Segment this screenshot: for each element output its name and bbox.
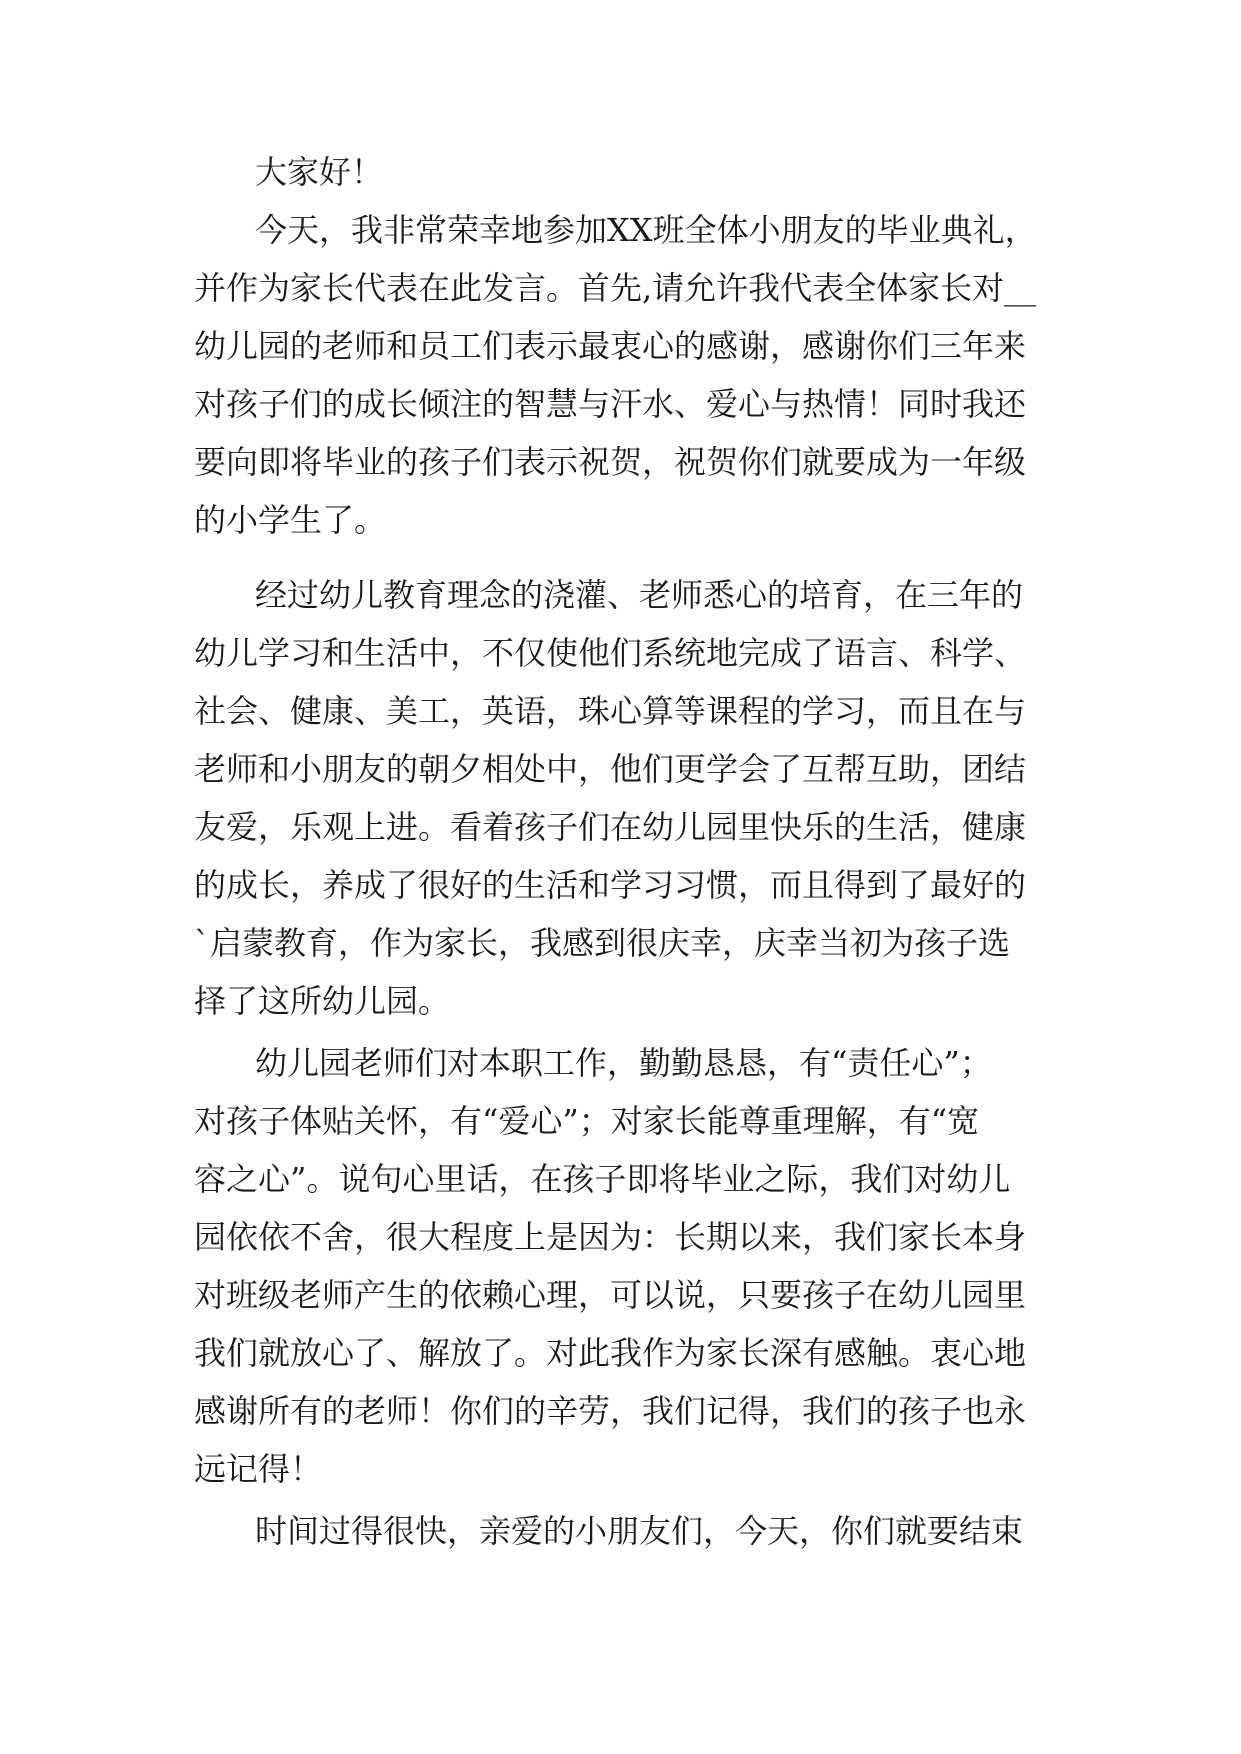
- paragraph-2-line-8: 择了这所幼儿园。: [194, 982, 451, 1020]
- paragraph-3-line-6: 我们就放心了、解放了。对此我作为家长深有感触。衷心地: [194, 1334, 1027, 1372]
- paragraph-2-line-2: 幼儿学习和生活中，不仅使他们系统地完成了语言、科学、: [194, 634, 1027, 672]
- paragraph-1-line-4: 对孩子们的成长倾注的智慧与汗水、爱心与热情！同时我还: [194, 385, 1027, 423]
- paragraph-2-line-6: 的成长，养成了很好的生活和学习习惯，而且得到了最好的: [194, 866, 1027, 904]
- paragraph-2-line-4: 老师和小朋友的朝夕相处中，他们更学会了互帮互助，团结: [194, 750, 1027, 788]
- paragraph-2-line-1: 经过幼儿教育理念的浇灌、老师悉心的培育，在三年的: [255, 576, 1024, 614]
- paragraph-3-line-7: 感谢所有的老师！你们的辛劳，我们记得，我们的孩子也永: [194, 1392, 1027, 1430]
- paragraph-2-line-7: `启蒙教育，作为家长，我感到很庆幸，庆幸当初为孩子选: [194, 924, 1011, 962]
- paragraph-2-line-3: 社会、健康、美工，英语，珠心算等课程的学习，而且在与: [194, 692, 1027, 730]
- paragraph-3-line-8: 远记得！: [194, 1450, 323, 1488]
- paragraph-3-line-2: 对孩子体贴关怀，有“爱心”；对家长能尊重理解，有“宽: [194, 1102, 980, 1140]
- paragraph-3-line-1: 幼儿园老师们对本职工作，勤勤恳恳，有“责任心”；: [255, 1044, 992, 1082]
- paragraph-1-line-1: 今天，我非常荣幸地参加XX班全体小朋友的毕业典礼，: [255, 211, 1037, 249]
- paragraph-3-line-5: 对班级老师产生的依赖心理，可以说，只要孩子在幼儿园里: [194, 1276, 1027, 1314]
- paragraph-4-line-1: 时间过得很快，亲爱的小朋友们，今天，你们就要结束: [255, 1512, 1024, 1550]
- paragraph-2-line-5: 友爱，乐观上进。看着孩子们在幼儿园里快乐的生活，健康: [194, 808, 1027, 846]
- greeting-line: 大家好！: [255, 153, 384, 191]
- paragraph-1-line-3: 幼儿园的老师和员工们表示最衷心的感谢，感谢你们三年来: [194, 327, 1027, 365]
- paragraph-1-line-6: 的小学生了。: [194, 501, 387, 539]
- paragraph-3-line-4: 园依依不舍，很大程度上是因为：长期以来，我们家长本身: [194, 1218, 1027, 1256]
- paragraph-1-line-2: 并作为家长代表在此发言。首先,请允许我代表全体家长对__: [194, 269, 1037, 307]
- paragraph-1-line-5: 要向即将毕业的孩子们表示祝贺，祝贺你们就要成为一年级: [194, 443, 1027, 481]
- paragraph-3-line-3: 容之心”。说句心里话，在孩子即将毕业之际，我们对幼儿: [194, 1160, 1011, 1198]
